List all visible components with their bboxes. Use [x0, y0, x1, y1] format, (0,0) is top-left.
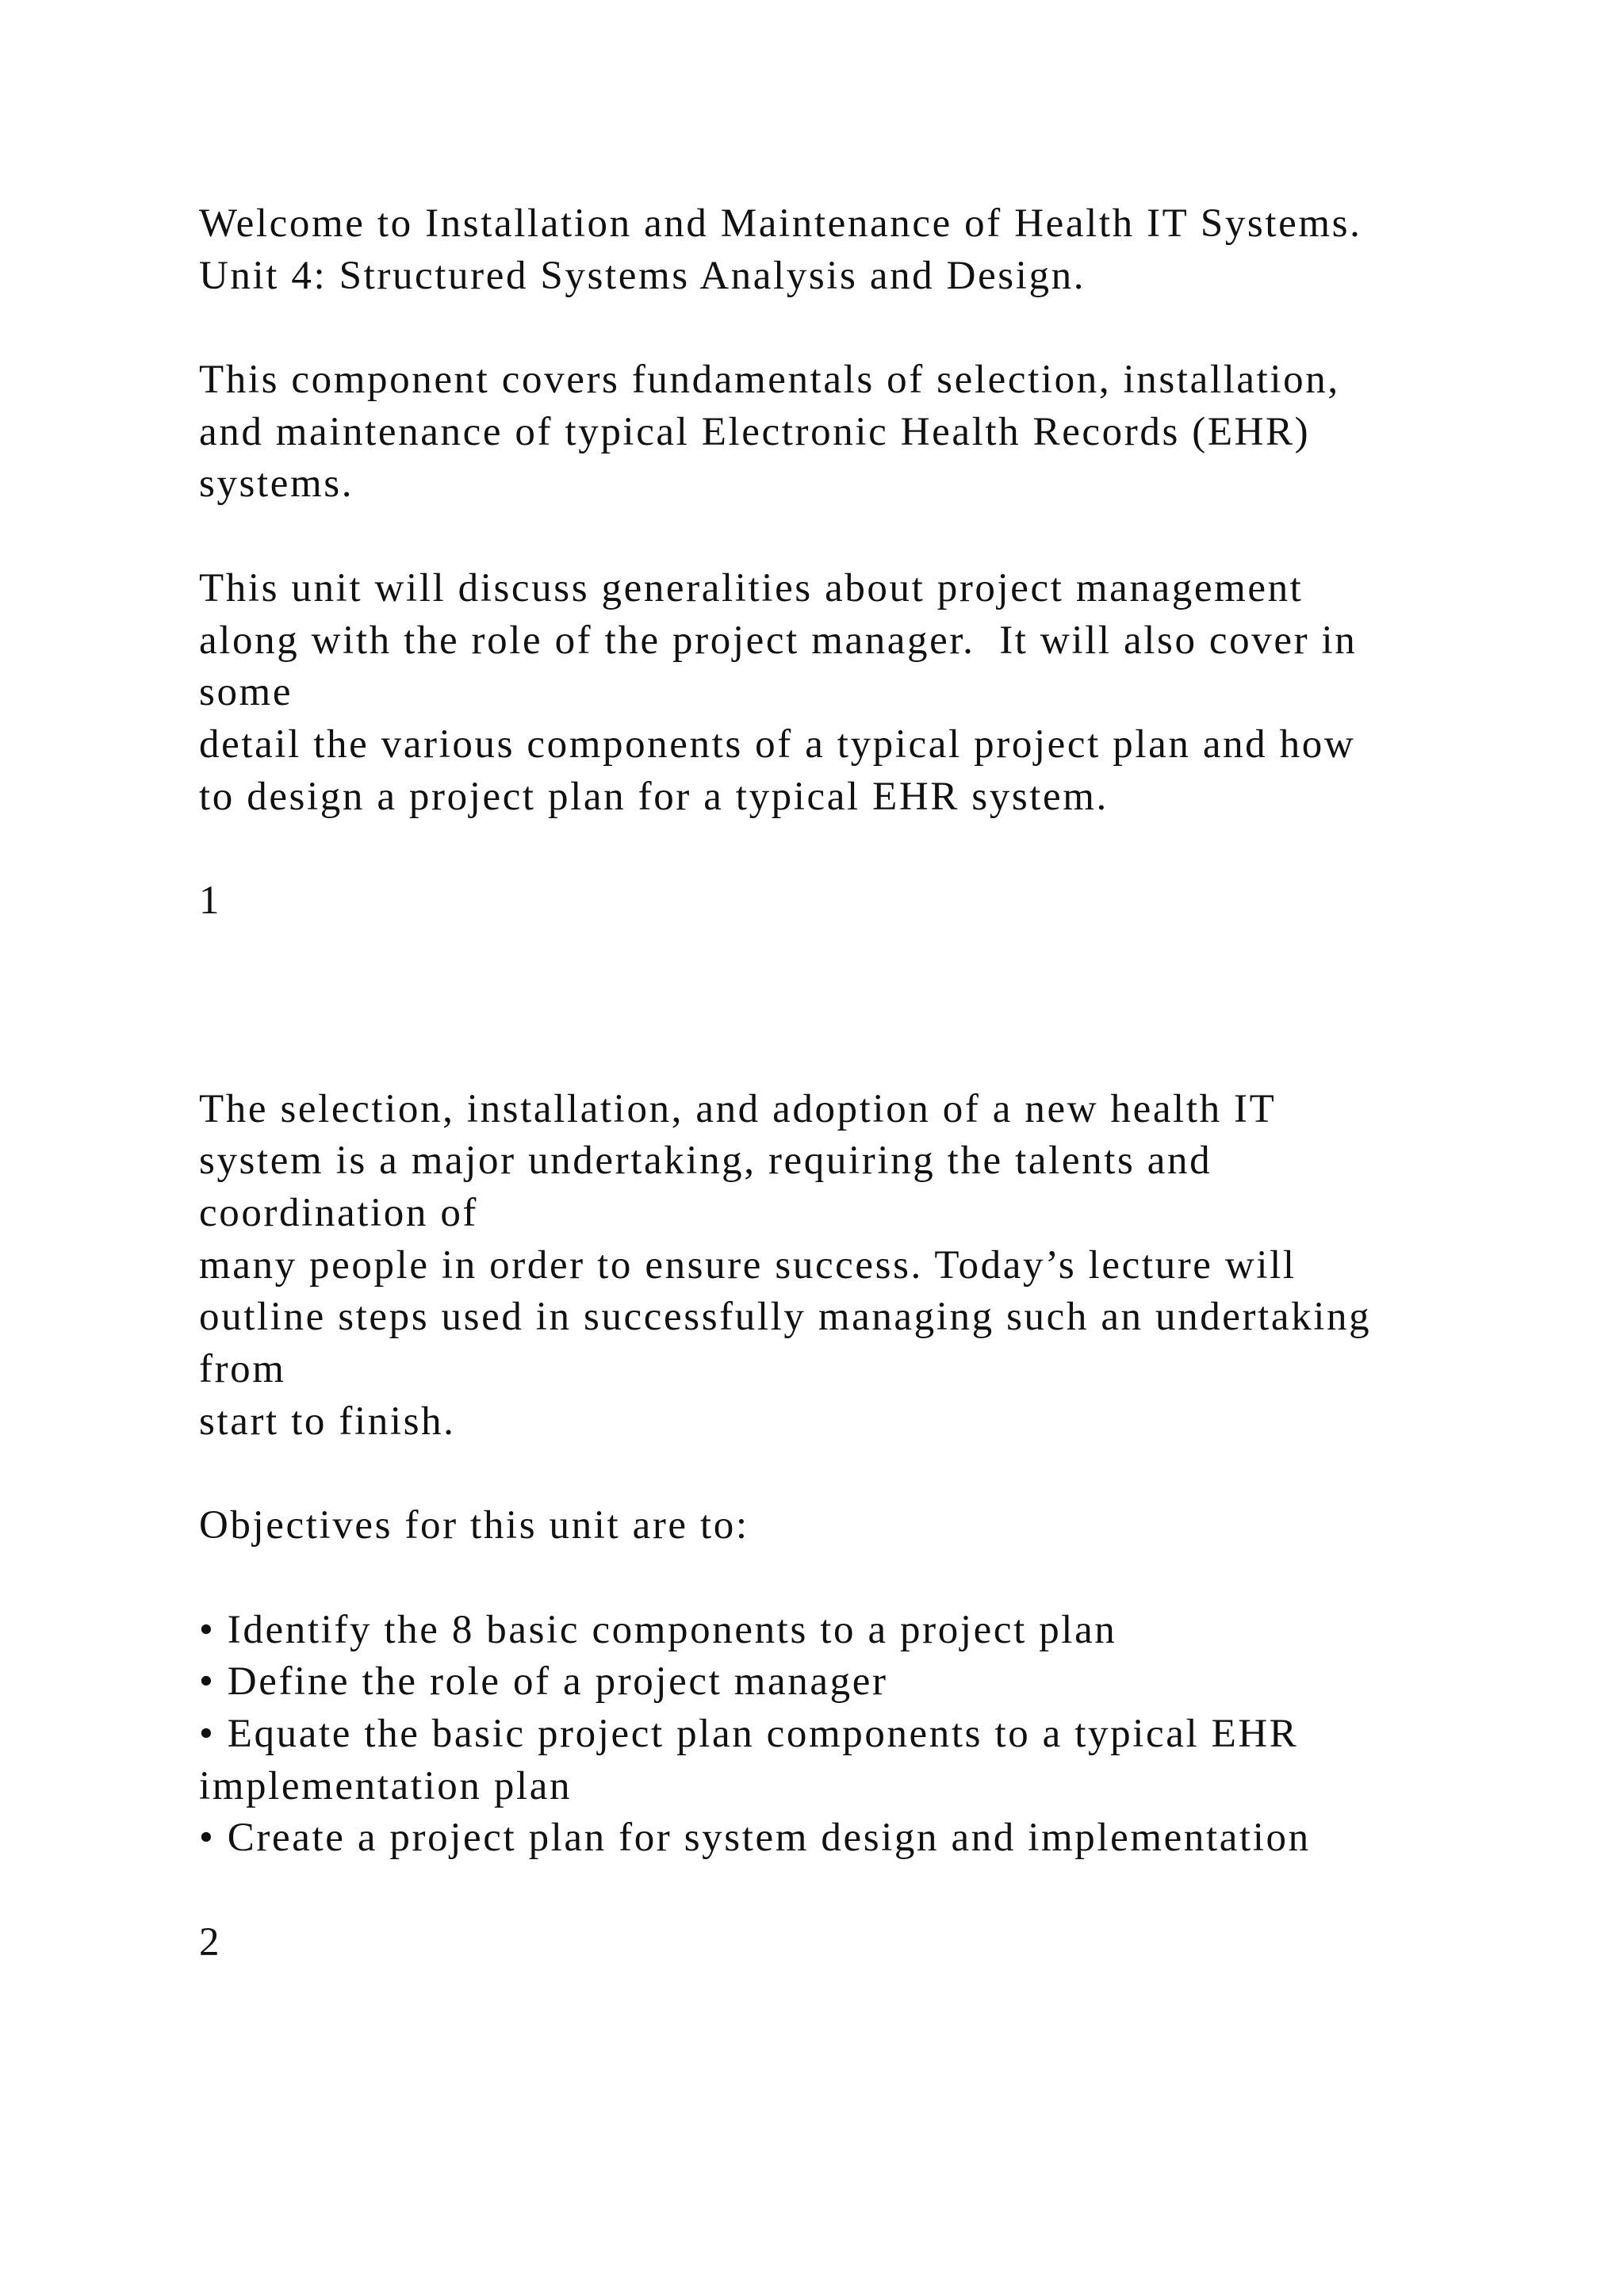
paragraph-gap: [199, 928, 1595, 980]
text-line: • Create a project plan for system design and implementation: [199, 1816, 1311, 1861]
paragraph-gap: [199, 302, 1595, 354]
paragraph-gap: [199, 511, 1595, 563]
objectives-heading: [199, 1500, 1595, 1552]
text-line: • Define the role of a project manager: [199, 1659, 888, 1705]
text-line: Unit 4: Structured Systems Analysis and Design.: [199, 253, 1086, 298]
paragraph-gap: [199, 1552, 1595, 1605]
paragraph-gap: [199, 979, 1595, 1031]
component-paragraph: [199, 354, 1595, 511]
text-line: along with the role of the project manager. It will also cover in: [199, 618, 1358, 663]
text-line: implementation plan: [199, 1763, 573, 1808]
text-line: • Identify the 8 basic components to a project plan: [199, 1607, 1117, 1652]
text-line: outline steps used in successfully managing such an undertaking: [199, 1295, 1372, 1340]
text-line: to design a project plan for a typical EHR system.: [199, 774, 1109, 819]
page-number-2: [199, 1917, 1595, 1969]
unit-overview-paragraph: [199, 563, 1595, 823]
text-line: 2: [199, 1919, 222, 1965]
text-line: coordination of: [199, 1191, 478, 1236]
text-line: The selection, installation, and adoption of a new health IT: [199, 1086, 1277, 1131]
paragraph-gap: [199, 1865, 1595, 1917]
text-line: This unit will discuss generalities about project management: [199, 565, 1304, 610]
text-line: many people in order to ensure success. Today’s lecture will: [199, 1242, 1297, 1288]
text-line: Objectives for this unit are to:: [199, 1503, 749, 1548]
text-line: systems.: [199, 461, 354, 507]
selection-paragraph: [199, 1084, 1595, 1448]
text-line: from: [199, 1347, 286, 1392]
text-line: start to finish.: [199, 1399, 456, 1444]
text-line: some: [199, 670, 293, 715]
text-line: This component covers fundamentals of selection, installation,: [199, 358, 1340, 403]
intro-paragraph: [199, 198, 1595, 302]
text-line: system is a major undertaking, requiring the talents and: [199, 1138, 1212, 1184]
paragraph-gap: [199, 823, 1595, 875]
text-line: Welcome to Installation and Maintenance of Health IT Systems.: [199, 201, 1362, 246]
page-number-1: [199, 875, 1595, 928]
text-line: 1: [199, 878, 222, 923]
document-text: [199, 198, 1595, 1969]
text-line: and maintenance of typical Electronic Health Records (EHR): [199, 409, 1311, 454]
objectives-list: [199, 1605, 1595, 1865]
paragraph-gap: [199, 1031, 1595, 1084]
paragraph-gap: [199, 1448, 1595, 1501]
text-line: detail the various components of a typical project plan and how: [199, 721, 1356, 767]
text-line: • Equate the basic project plan components to a typical EHR: [199, 1711, 1299, 1756]
